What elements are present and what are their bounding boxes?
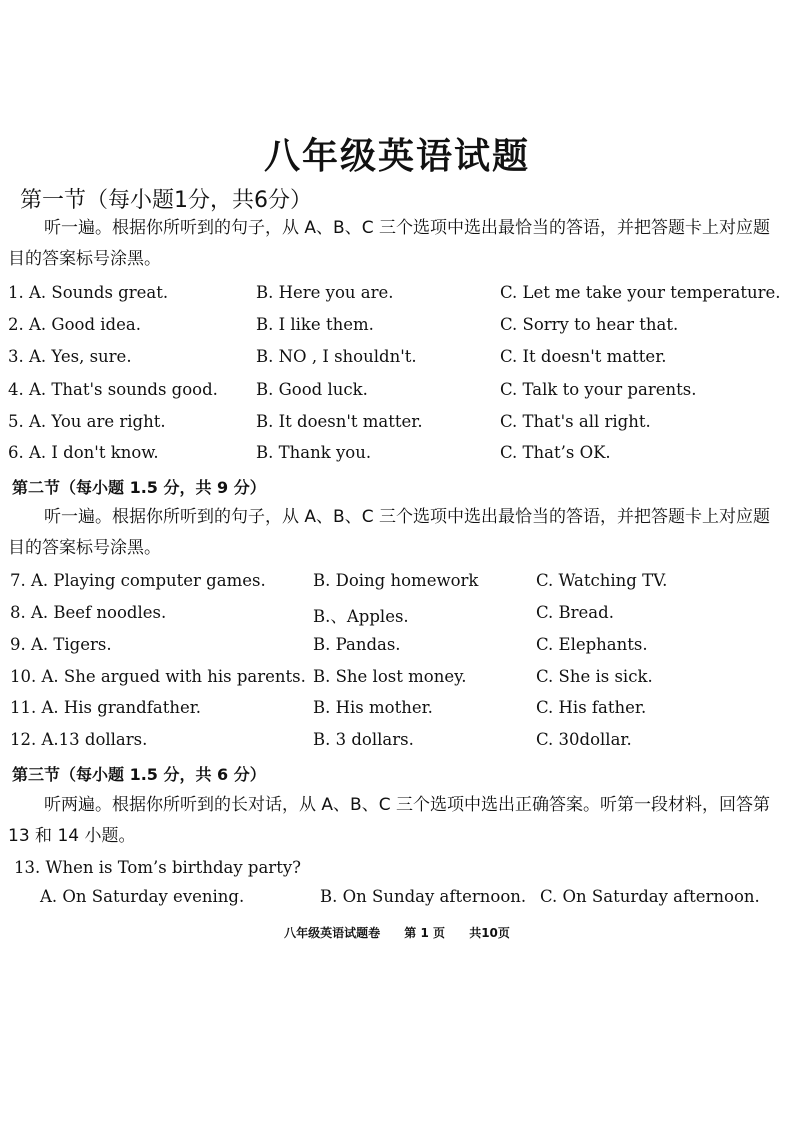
option-a: 1. A. Sounds great. (8, 283, 169, 302)
option-c: C. She is sick. (536, 667, 653, 686)
question-row (0, 635, 794, 659)
option-c: C. Sorry to hear that. (500, 315, 679, 334)
option-a: 10. A. She argued with his parents. (10, 667, 306, 686)
option-b: B. I like them. (256, 315, 374, 334)
option-b: B. Pandas. (313, 635, 401, 654)
option-c: C. Watching TV. (536, 571, 668, 590)
footer-title: 八年级英语试题卷 (284, 926, 381, 940)
option-b: B. It doesn't matter. (256, 412, 423, 431)
option-a: 8. A. Beef noodles. (10, 603, 167, 622)
option-b: B. Doing homework (313, 571, 479, 590)
option-a: A. On Saturday evening. (40, 887, 245, 906)
option-b: B. His mother. (313, 698, 433, 717)
option-a: 11. A. His grandfather. (10, 698, 202, 717)
page-title: 八年级英语试题 (263, 136, 530, 177)
question-13: 13. When is Tom’s birthday party? (14, 858, 301, 877)
option-c: C. His father. (536, 698, 647, 717)
option-a: 12. A.13 dollars. (10, 730, 148, 749)
option-a: 7. A. Playing computer games. (10, 571, 266, 590)
option-b: B. She lost money. (313, 667, 467, 686)
section1-heading: 第一节（每小题1分，共6分） (20, 188, 312, 213)
option-c: C. That’s OK. (500, 443, 611, 462)
option-c: C. Let me take your temperature. (500, 283, 781, 302)
option-b: B. Good luck. (256, 380, 368, 399)
option-a: 9. A. Tigers. (10, 635, 112, 654)
question-row (0, 380, 794, 404)
option-b: B. On Sunday afternoon. (320, 887, 527, 906)
section1-instruction: 听一遍。根据你所听到的句子，从 A、B、C 三个选项中选出最恰当的答语，并把答题卡上对应题目的答案标号涂黑。 (8, 218, 770, 269)
option-c: C. Elephants. (536, 635, 648, 654)
option-a: 4. A. That's sounds good. (8, 380, 218, 399)
question-row (0, 412, 794, 436)
footer-page-number: 第 1 页 (404, 926, 446, 940)
option-c: C. It doesn't matter. (500, 347, 667, 366)
question-row (0, 283, 794, 307)
question-row (0, 443, 794, 467)
question-row (0, 315, 794, 339)
section3-heading: 第三节（每小题 1.5 分，共 6 分） (12, 765, 266, 784)
section2-heading: 第二节（每小题 1.5 分，共 9 分） (12, 478, 266, 497)
question-row (0, 603, 794, 627)
option-b: B. NO , I shouldn't. (256, 347, 417, 366)
option-c: C. On Saturday afternoon. (540, 887, 760, 906)
option-b: B. 3 dollars. (313, 730, 414, 749)
option-c: C. Talk to your parents. (500, 380, 697, 399)
option-a: 3. A. Yes, sure. (8, 347, 132, 366)
question-row (0, 887, 794, 911)
section3-instruction: 听两遍。根据你所听到的长对话，从 A、B、C 三个选项中选出正确答案。听第一段材料，回答第 13 和 14 小题。 (8, 795, 770, 846)
question-row (0, 347, 794, 371)
option-c: C. Bread. (536, 603, 614, 622)
option-b: B. Thank you. (256, 443, 372, 462)
option-c: C. That's all right. (500, 412, 651, 431)
footer-total-pages: 共10页 (469, 926, 510, 940)
option-b: B.、Apples. (313, 607, 409, 626)
option-a: 6. A. I don't know. (8, 443, 159, 462)
option-a: 5. A. You are right. (8, 412, 166, 431)
option-c: C. 30dollar. (536, 730, 632, 749)
section2-instruction: 听一遍。根据你所听到的句子，从 A、B、C 三个选项中选出最恰当的答语，并把答题卡上对应题目的答案标号涂黑。 (8, 507, 770, 558)
page-footer (0, 924, 794, 941)
question-row (0, 730, 794, 754)
option-b: B. Here you are. (256, 283, 394, 302)
question-row (0, 571, 794, 595)
question-row (0, 667, 794, 691)
question-row (0, 698, 794, 722)
option-a: 2. A. Good idea. (8, 315, 141, 334)
